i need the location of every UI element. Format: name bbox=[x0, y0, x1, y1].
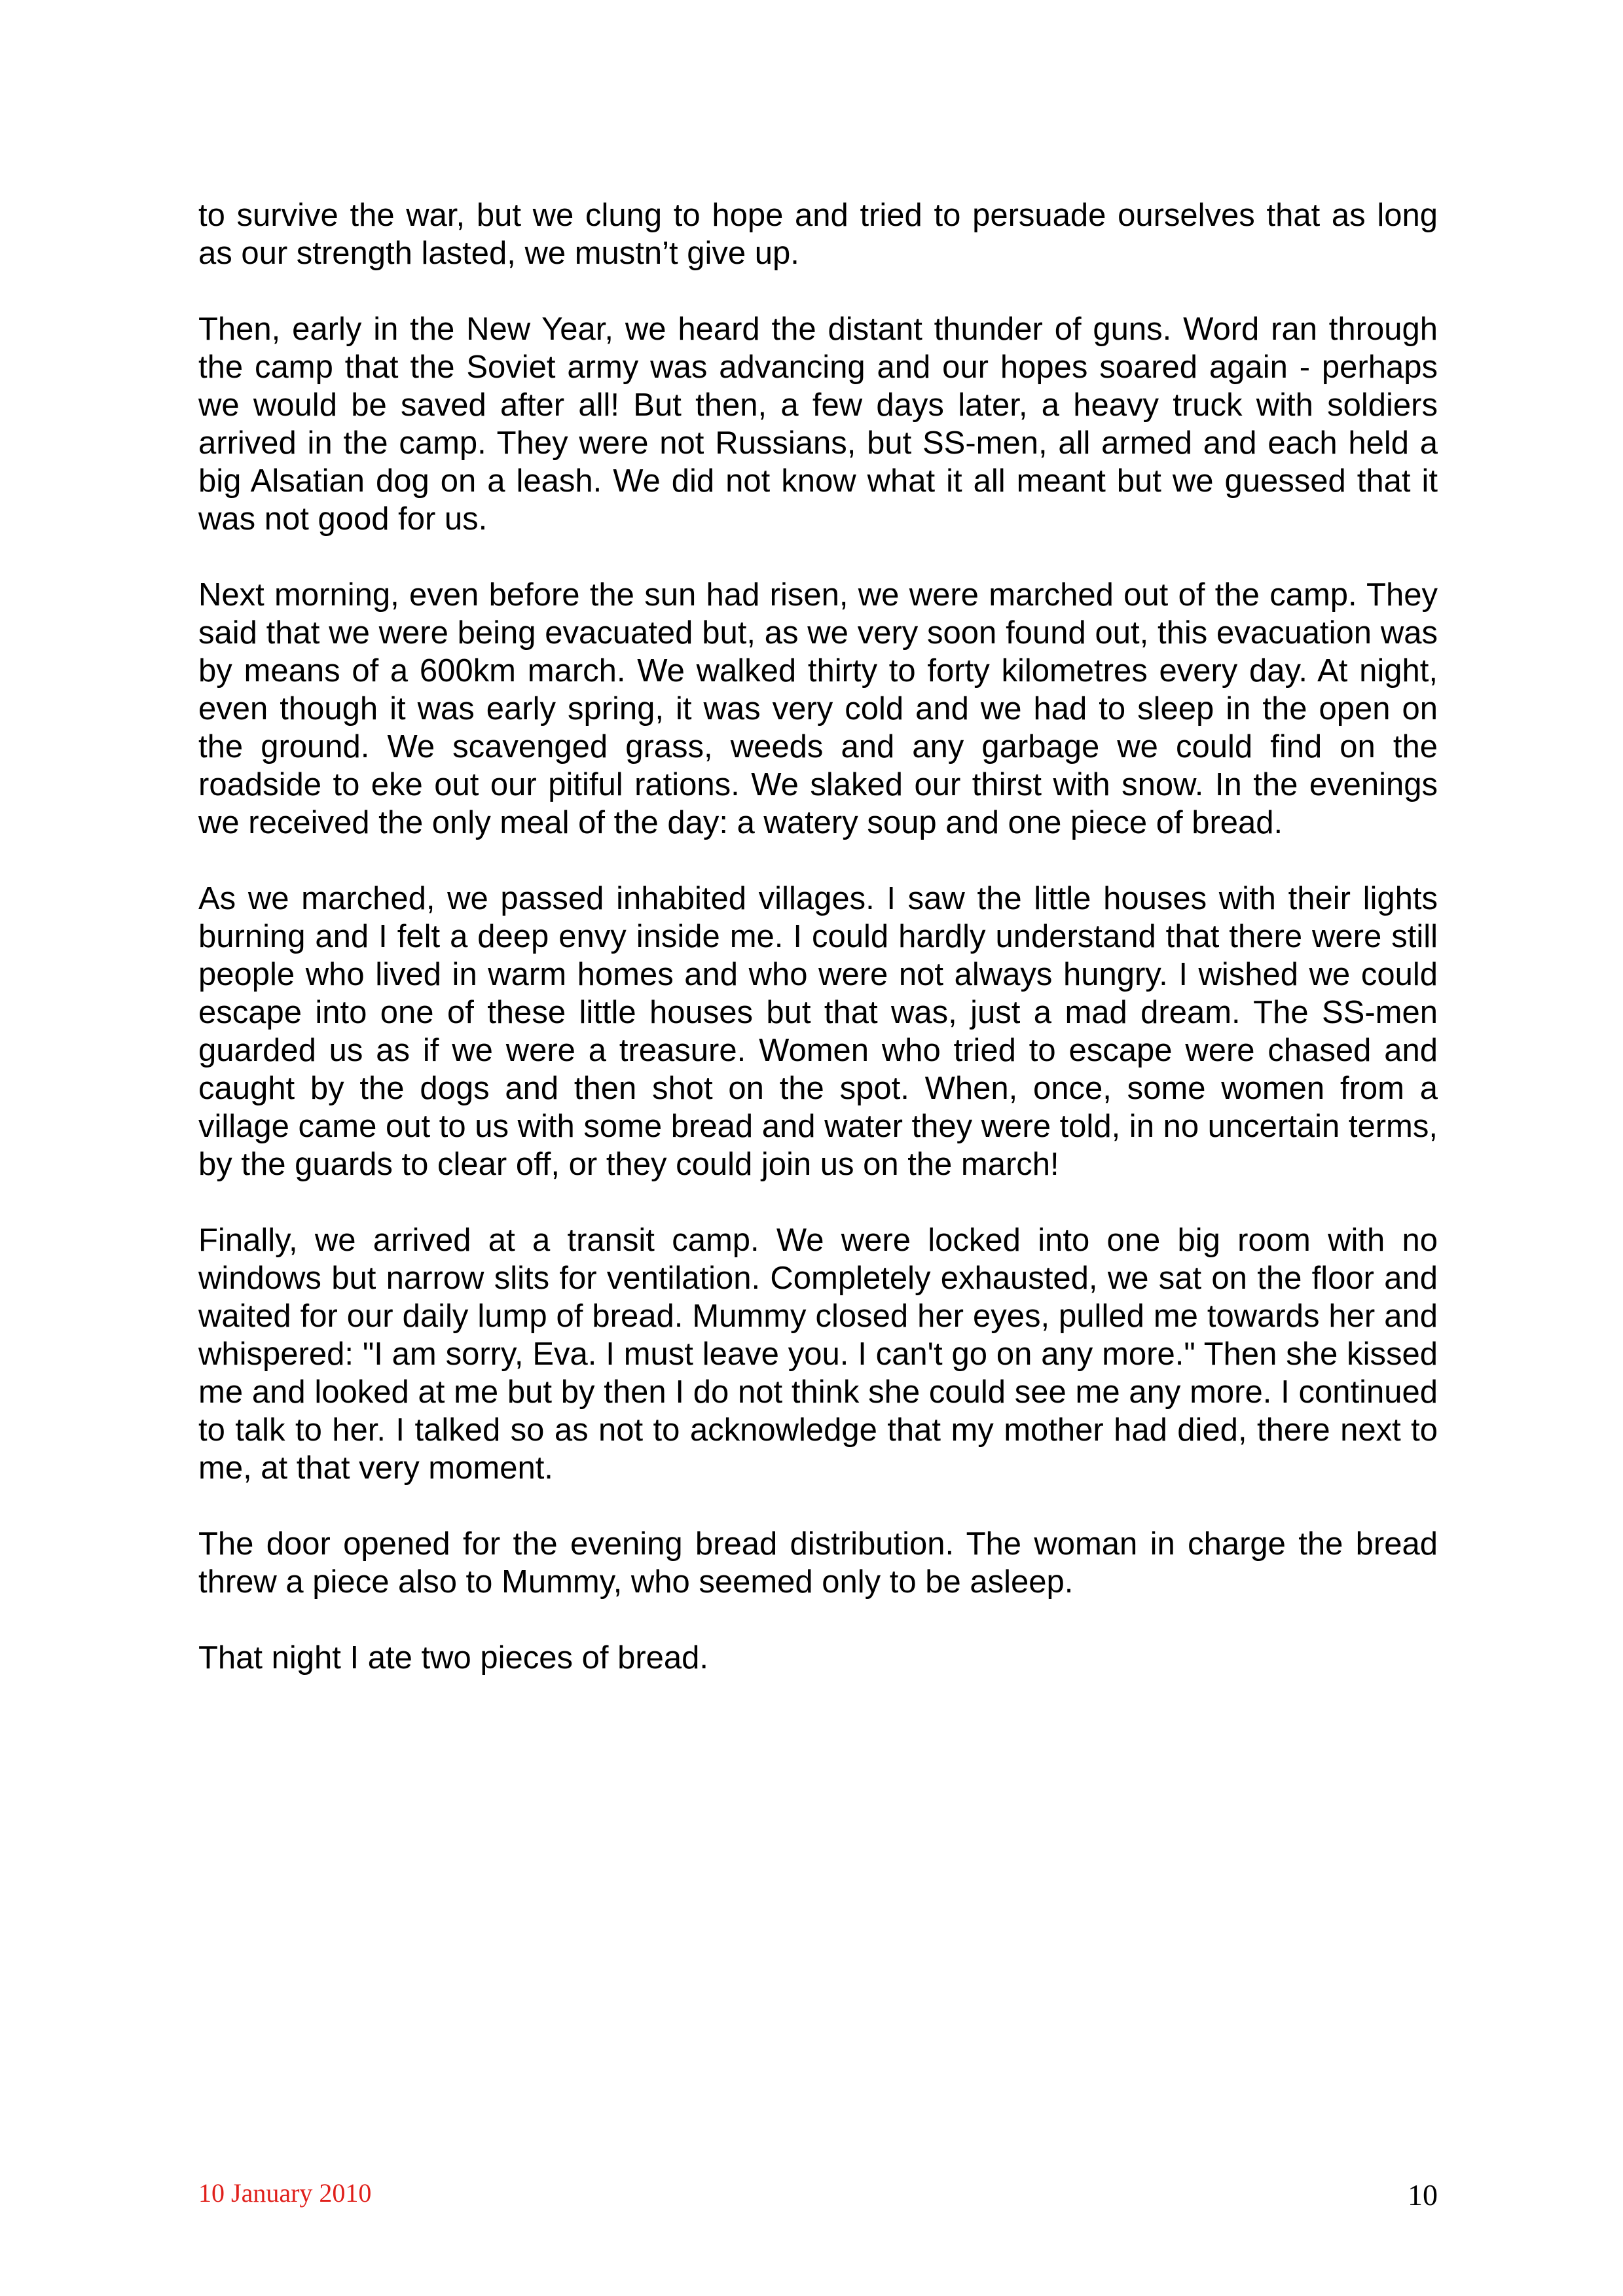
paragraph: Then, early in the New Year, we heard the distant thunder of guns. Word ran through the camp that the Soviet army was advancing and our hopes soared again - perhaps we would be saved after all! But then, a few days later, a heavy truck with soldiers arrived in the camp. They were not Russians, but SS-men, all armed and each held a big Alsatian dog on a leash. We did not know what it all meant but we guessed that it was not good for us. bbox=[198, 312, 1438, 537]
footer-date: 10 January 2010 bbox=[198, 2178, 372, 2208]
paragraph: Next morning, even before the sun had risen, we were marched out of the camp. They said that we were being evacuated but, as we very soon found out, this evacuation was by means of a 600km march. We walked thirty to forty kilometres every day. At night, even though it was early spring, it was very cold and we had to sleep in the open on the ground. We scavenged grass, weeds and any garbage we could find on the roadside to eke out our pitiful rations. We slaked our thirst with snow. In the evenings we received the only meal of the day: a watery soup and one piece of bread. bbox=[198, 577, 1438, 840]
body-text bbox=[198, 196, 1438, 1715]
paragraph: That night I ate two pieces of bread. bbox=[198, 1640, 709, 1676]
paragraph: As we marched, we passed inhabited villages. I saw the little houses with their lights burning and I felt a deep envy inside me. I could hardly understand that there were still people who lived in warm homes and who were not always hungry. I wished we could escape into one of these little houses but that was, just a mad dream. The SS-men guarded us as if we were a treasure. Women who tried to escape were chased and caught by the dogs and then shot on the spot. When, once, some women from a village came out to us with some bread and water they were told, in no uncertain terms, by the guards to clear off, or they could join us on the march! bbox=[198, 881, 1438, 1182]
paragraph: The door opened for the evening bread distribution. The woman in charge the bread threw a piece also to Mummy, who seemed only to be asleep. bbox=[198, 1526, 1438, 1600]
paragraph: Finally, we arrived at a transit camp. We were locked into one big room with no windows but narrow slits for ventilation. Completely exhausted, we sat on the floor and waited for our daily lump of bread. Mummy closed her eyes, pulled me towards her and whispered: "I am sorry, Eva. I must leave you. I can't go on any more." Then she kissed me and looked at me but by then I do not think she could see me any more. I continued to talk to her. I talked so as not to acknowledge that my mother had died, there next to me, at that very moment. bbox=[198, 1223, 1438, 1486]
paragraph: to survive the war, but we clung to hope and tried to persuade ourselves that as long as our strength lasted, we mustn’t give up. bbox=[198, 198, 1438, 271]
page-number: 10 bbox=[1408, 2178, 1438, 2212]
